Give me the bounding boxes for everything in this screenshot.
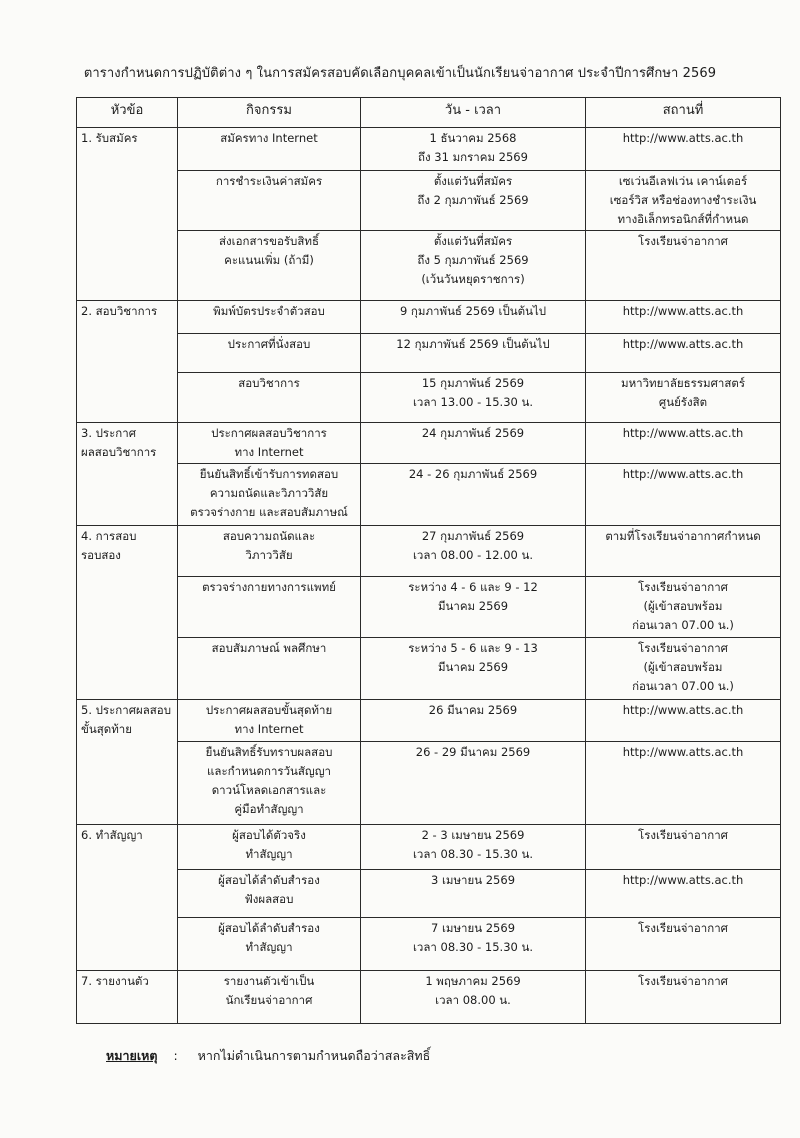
row-place: โรงเรียนจ่าอากาศ bbox=[638, 974, 728, 988]
row-topic: 1. รับสมัคร bbox=[81, 131, 138, 145]
row-activity: สอบความถนัดและ วิภาววิสัย bbox=[222, 529, 316, 562]
row-activity: สอบสัมภาษณ์ พลศึกษา bbox=[211, 641, 327, 655]
row-activity: ยืนยันสิทธิ์เข้ารับการทดสอบ ความถนัดและวิภาววิสัย ตรวจร่างกาย และสอบสัมภาษณ์ bbox=[190, 467, 348, 519]
table-row bbox=[77, 301, 781, 334]
row-activity: ประกาศที่นั่งสอบ bbox=[227, 337, 311, 351]
row-activity: ยืนยันสิทธิ์รับทราบผลสอบ และกำหนดการวันสัญญา ดาวน์โหลดเอกสารและ คู่มือทำสัญญา bbox=[205, 745, 333, 816]
row-activity: การชำระเงินค่าสมัคร bbox=[215, 174, 323, 188]
row-activity: ประกาศผลสอบขั้นสุดท้าย ทาง Internet bbox=[205, 703, 333, 736]
row-activity: ผู้สอบได้ลำดับสำรอง ทำสัญญา bbox=[218, 921, 320, 954]
table-row bbox=[77, 918, 781, 971]
row-datetime: ระหว่าง 5 - 6 และ 9 - 13 มีนาคม 2569 bbox=[408, 641, 538, 674]
row-place: เซเว่นอีเลฟเว่น เคาน์เตอร์ เซอร์วิส หรือช่องทางชำระเงิน ทางอิเล็กทรอนิกส์ที่กำหนด bbox=[609, 174, 757, 226]
row-datetime: 3 เมษายน 2569 bbox=[430, 873, 516, 887]
table-row bbox=[77, 700, 781, 742]
table-row bbox=[77, 870, 781, 918]
table-row bbox=[77, 577, 781, 638]
table-header-row bbox=[77, 98, 781, 128]
row-datetime: ระหว่าง 4 - 6 และ 9 - 12 มีนาคม 2569 bbox=[408, 580, 538, 613]
table-row bbox=[77, 742, 781, 825]
document-title: ตารางกำหนดการปฏิบัติต่าง ๆ ในการสมัครสอบคัดเลือกบุคคลเข้าเป็นนักเรียนจ่าอากาศ ประจำปีการศึกษา 2569 bbox=[83, 66, 717, 81]
row-place: โรงเรียนจ่าอากาศ (ผู้เข้าสอบพร้อม ก่อนเวลา 07.00 น.) bbox=[632, 580, 734, 632]
row-datetime: 12 กุมภาพันธ์ 2569 เป็นต้นไป bbox=[396, 337, 550, 351]
row-place[interactable]: http://www.atts.ac.th bbox=[622, 131, 744, 145]
row-topic: 7. รายงานตัว bbox=[81, 974, 149, 988]
row-place[interactable]: http://www.atts.ac.th bbox=[622, 745, 744, 759]
row-place: โรงเรียนจ่าอากาศ bbox=[638, 828, 728, 842]
row-place: โรงเรียนจ่าอากาศ bbox=[638, 234, 728, 248]
table-row bbox=[77, 373, 781, 423]
table-row bbox=[77, 334, 781, 373]
row-place: โรงเรียนจ่าอากาศ bbox=[638, 921, 728, 935]
table-row bbox=[77, 971, 781, 1024]
row-topic: 4. การสอบ รอบสอง bbox=[81, 529, 137, 562]
note-colon: : bbox=[173, 1048, 178, 1063]
table-row bbox=[77, 231, 781, 301]
row-place[interactable]: http://www.atts.ac.th bbox=[622, 426, 744, 440]
row-place[interactable]: http://www.atts.ac.th bbox=[622, 703, 744, 717]
row-datetime: ตั้งแต่วันที่สมัคร ถึง 5 กุมภาพันธ์ 2569 (เว้นวันหยุดราชการ) bbox=[417, 234, 529, 286]
row-datetime: ตั้งแต่วันที่สมัคร ถึง 2 กุมภาพันธ์ 2569 bbox=[417, 174, 529, 207]
header-datetime: วัน - เวลา bbox=[361, 98, 586, 128]
table-row bbox=[77, 526, 781, 577]
row-datetime: 1 พฤษภาคม 2569 เวลา 08.00 น. bbox=[425, 974, 521, 1007]
row-topic: 6. ทำสัญญา bbox=[81, 828, 143, 842]
row-datetime: 9 กุมภาพันธ์ 2569 เป็นต้นไป bbox=[399, 304, 547, 318]
row-activity: สอบวิชาการ bbox=[238, 376, 300, 390]
row-datetime: 24 - 26 กุมภาพันธ์ 2569 bbox=[408, 467, 538, 481]
row-place[interactable]: http://www.atts.ac.th bbox=[622, 873, 744, 887]
row-topic: 2. สอบวิชาการ bbox=[81, 304, 158, 318]
header-place: สถานที่ bbox=[586, 98, 781, 128]
header-topic: หัวข้อ bbox=[77, 98, 178, 128]
row-place: ตามที่โรงเรียนจ่าอากาศกำหนด bbox=[605, 529, 761, 543]
row-datetime: 26 - 29 มีนาคม 2569 bbox=[415, 745, 531, 759]
row-activity: สมัครทาง Internet bbox=[220, 131, 318, 145]
row-place[interactable]: http://www.atts.ac.th bbox=[622, 467, 744, 481]
table-body bbox=[77, 128, 781, 1024]
row-activity: ผู้สอบได้ลำดับสำรอง ฟังผลสอบ bbox=[218, 873, 320, 906]
table-row bbox=[77, 128, 781, 171]
footnote bbox=[106, 1046, 430, 1066]
table-row bbox=[77, 825, 781, 870]
row-activity: ผู้สอบได้ตัวจริง ทำสัญญา bbox=[232, 828, 306, 861]
row-activity: รายงานตัวเข้าเป็น นักเรียนจ่าอากาศ bbox=[223, 974, 315, 1007]
table-row bbox=[77, 171, 781, 231]
row-datetime: 26 มีนาคม 2569 bbox=[428, 703, 518, 717]
row-place: มหาวิทยาลัยธรรมศาสตร์ ศูนย์รังสิต bbox=[620, 376, 745, 409]
table-row bbox=[77, 423, 781, 464]
row-datetime: 15 กุมภาพันธ์ 2569 เวลา 13.00 - 15.30 น. bbox=[412, 376, 534, 409]
row-datetime: 2 - 3 เมษายน 2569 เวลา 08.30 - 15.30 น. bbox=[412, 828, 534, 861]
row-place[interactable]: http://www.atts.ac.th bbox=[622, 337, 744, 351]
note-label: หมายเหตุ bbox=[106, 1048, 158, 1063]
header-activity: กิจกรรม bbox=[178, 98, 361, 128]
row-topic: 3. ประกาศ ผลสอบวิชาการ bbox=[81, 426, 157, 459]
schedule-table bbox=[76, 97, 781, 1024]
row-activity: พิมพ์บัตรประจำตัวสอบ bbox=[213, 304, 325, 318]
row-place[interactable]: http://www.atts.ac.th bbox=[622, 304, 744, 318]
note-text: หากไม่ดำเนินการตามกำหนดถือว่าสละสิทธิ์ bbox=[197, 1048, 431, 1063]
row-datetime: 7 เมษายน 2569 เวลา 08.30 - 15.30 น. bbox=[412, 921, 534, 954]
row-activity: ส่งเอกสารขอรับสิทธิ์ คะแนนเพิ่ม (ถ้ามี) bbox=[219, 234, 319, 267]
row-datetime: 27 กุมภาพันธ์ 2569 เวลา 08.00 - 12.00 น. bbox=[412, 529, 534, 562]
row-activity: ตรวจร่างกายทางการแพทย์ bbox=[202, 580, 336, 594]
table-row bbox=[77, 638, 781, 700]
row-activity: ประกาศผลสอบวิชาการ ทาง Internet bbox=[211, 426, 327, 459]
row-topic: 5. ประกาศผลสอบ ขั้นสุดท้าย bbox=[81, 703, 172, 736]
row-place: โรงเรียนจ่าอากาศ (ผู้เข้าสอบพร้อม ก่อนเวลา 07.00 น.) bbox=[632, 641, 734, 693]
row-datetime: 24 กุมภาพันธ์ 2569 bbox=[421, 426, 525, 440]
row-datetime: 1 ธันวาคม 2568 ถึง 31 มกราคม 2569 bbox=[418, 131, 528, 164]
table-row bbox=[77, 464, 781, 526]
